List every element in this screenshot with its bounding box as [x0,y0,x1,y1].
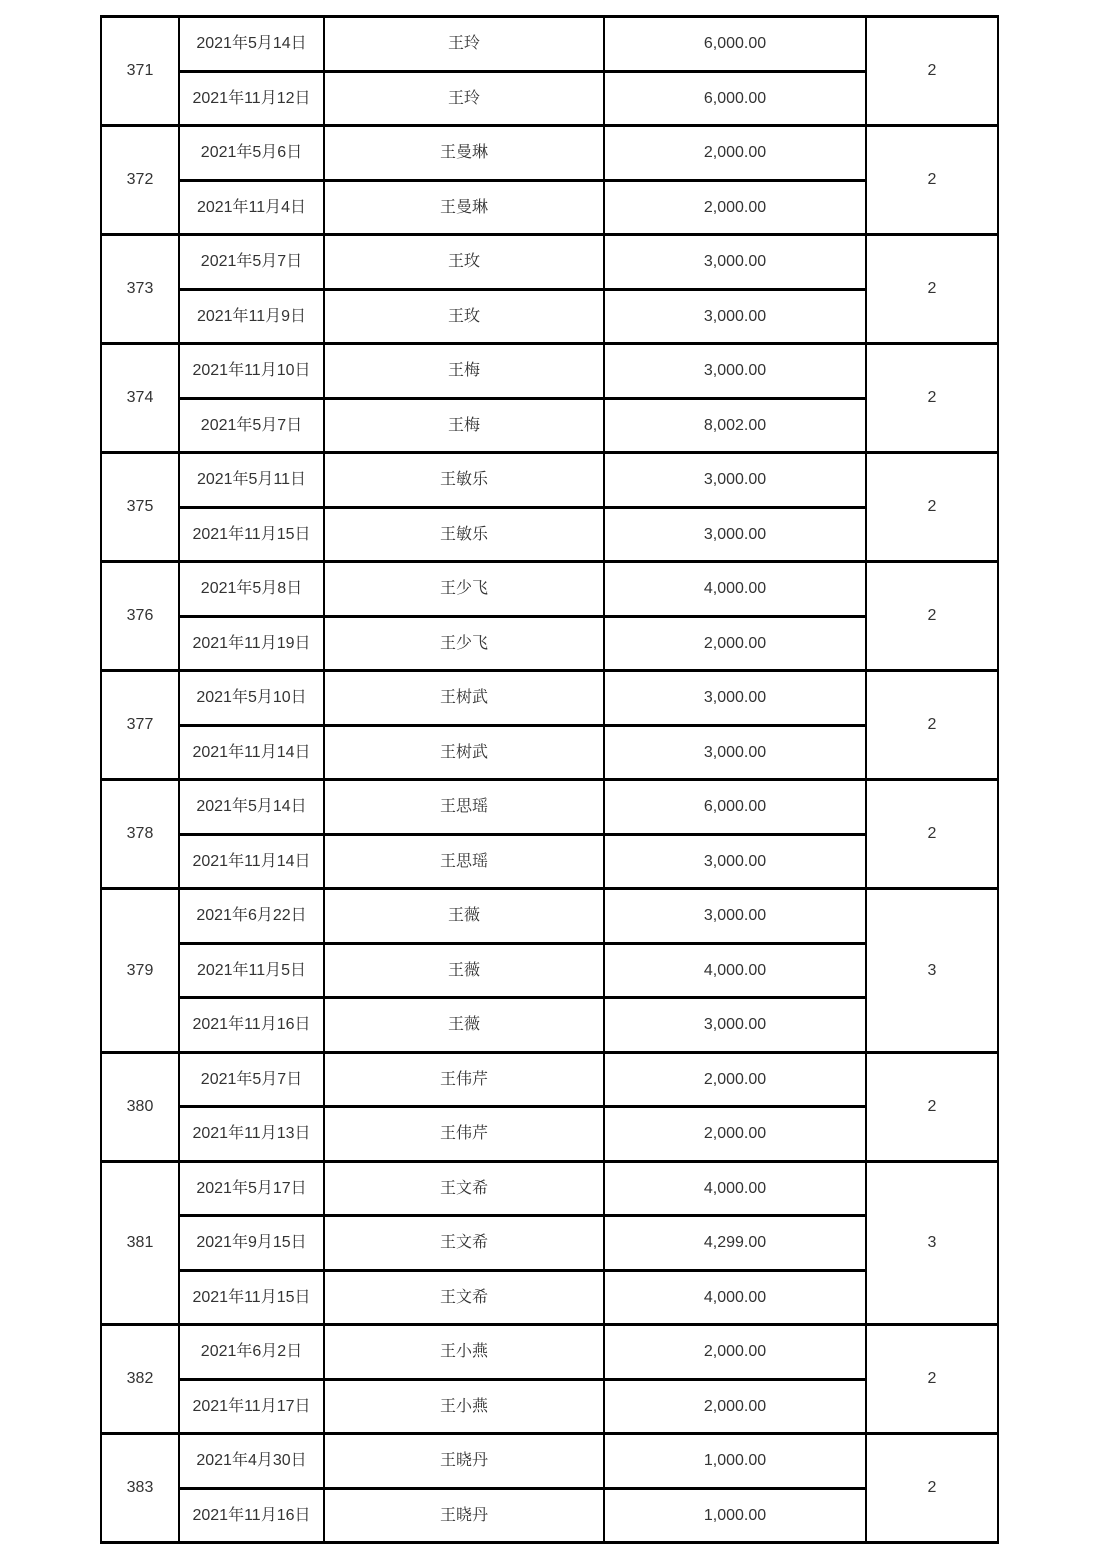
cell-name: 王思瑶 [324,834,604,889]
cell-date: 2021年11月12日 [179,71,324,126]
cell-count: 3 [866,889,998,1053]
cell-date: 2021年4月30日 [179,1434,324,1489]
cell-date: 2021年5月7日 [179,1052,324,1107]
cell-amount: 2,000.00 [604,1379,866,1434]
cell-amount: 3,000.00 [604,507,866,562]
cell-date: 2021年11月14日 [179,834,324,889]
cell-date: 2021年11月16日 [179,998,324,1053]
cell-name: 王伟芹 [324,1052,604,1107]
cell-name: 王伟芹 [324,1107,604,1162]
cell-group-index: 376 [101,562,179,671]
cell-date: 2021年6月2日 [179,1325,324,1380]
table-row [101,1379,998,1434]
cell-date: 2021年11月10日 [179,344,324,399]
cell-date: 2021年11月15日 [179,1270,324,1325]
cell-date: 2021年11月19日 [179,616,324,671]
cell-name: 王少飞 [324,562,604,617]
cell-name: 王曼琳 [324,126,604,181]
cell-count: 2 [866,1325,998,1434]
cell-name: 王文希 [324,1216,604,1271]
cell-name: 王文希 [324,1161,604,1216]
cell-date: 2021年5月7日 [179,235,324,290]
cell-amount: 2,000.00 [604,180,866,235]
table-row [101,180,998,235]
cell-group-index: 378 [101,780,179,889]
cell-amount: 4,000.00 [604,943,866,998]
cell-amount: 3,000.00 [604,725,866,780]
cell-amount: 3,000.00 [604,834,866,889]
table-row [101,725,998,780]
cell-group-index: 382 [101,1325,179,1434]
cell-amount: 6,000.00 [604,17,866,72]
cell-count: 2 [866,344,998,453]
table-row [101,1488,998,1543]
cell-amount: 3,000.00 [604,344,866,399]
table-row [101,780,998,835]
cell-date: 2021年11月14日 [179,725,324,780]
cell-date: 2021年11月17日 [179,1379,324,1434]
cell-count: 2 [866,1052,998,1161]
cell-count: 2 [866,780,998,889]
cell-date: 2021年11月13日 [179,1107,324,1162]
table-row [101,17,998,72]
cell-count: 2 [866,562,998,671]
cell-name: 王敏乐 [324,507,604,562]
cell-date: 2021年9月15日 [179,1216,324,1271]
cell-group-index: 377 [101,671,179,780]
cell-amount: 3,000.00 [604,235,866,290]
cell-name: 王思瑶 [324,780,604,835]
cell-group-index: 371 [101,17,179,126]
cell-count: 3 [866,1161,998,1325]
cell-date: 2021年11月9日 [179,289,324,344]
cell-count: 2 [866,671,998,780]
cell-name: 王薇 [324,943,604,998]
cell-count: 2 [866,1434,998,1543]
table-row [101,1325,998,1380]
cell-amount: 4,000.00 [604,1161,866,1216]
table-row [101,616,998,671]
table-row [101,1107,998,1162]
cell-name: 王小燕 [324,1325,604,1380]
cell-name: 王玲 [324,17,604,72]
cell-name: 王玫 [324,289,604,344]
cell-name: 王梅 [324,398,604,453]
cell-amount: 2,000.00 [604,1052,866,1107]
cell-name: 王薇 [324,998,604,1053]
cell-name: 王玲 [324,71,604,126]
cell-amount: 3,000.00 [604,453,866,508]
cell-date: 2021年5月17日 [179,1161,324,1216]
cell-amount: 4,000.00 [604,1270,866,1325]
cell-name: 王树武 [324,671,604,726]
cell-group-index: 373 [101,235,179,344]
cell-amount: 2,000.00 [604,616,866,671]
table-row [101,71,998,126]
table-row [101,453,998,508]
cell-group-index: 381 [101,1161,179,1325]
table-row [101,1161,998,1216]
cell-name: 王敏乐 [324,453,604,508]
cell-name: 王曼琳 [324,180,604,235]
cell-amount: 2,000.00 [604,1325,866,1380]
cell-name: 王晓丹 [324,1434,604,1489]
cell-date: 2021年5月11日 [179,453,324,508]
table-row [101,562,998,617]
cell-group-index: 379 [101,889,179,1053]
cell-name: 王少飞 [324,616,604,671]
cell-amount: 3,000.00 [604,889,866,944]
table-body [101,17,998,1543]
cell-name: 王薇 [324,889,604,944]
cell-date: 2021年5月7日 [179,398,324,453]
cell-amount: 6,000.00 [604,71,866,126]
cell-date: 2021年6月22日 [179,889,324,944]
cell-group-index: 383 [101,1434,179,1543]
table-row [101,1270,998,1325]
cell-count: 2 [866,126,998,235]
table-row [101,344,998,399]
table-row [101,1434,998,1489]
table-row [101,998,998,1053]
table-row [101,289,998,344]
table-row [101,126,998,181]
cell-amount: 8,002.00 [604,398,866,453]
cell-date: 2021年11月15日 [179,507,324,562]
cell-date: 2021年5月8日 [179,562,324,617]
cell-name: 王玫 [324,235,604,290]
table-row [101,671,998,726]
cell-date: 2021年11月4日 [179,180,324,235]
cell-amount: 3,000.00 [604,671,866,726]
cell-amount: 4,000.00 [604,562,866,617]
cell-date: 2021年11月5日 [179,943,324,998]
table-row [101,507,998,562]
cell-count: 2 [866,453,998,562]
cell-count: 2 [866,17,998,126]
cell-group-index: 375 [101,453,179,562]
cell-name: 王梅 [324,344,604,399]
cell-amount: 6,000.00 [604,780,866,835]
cell-amount: 2,000.00 [604,1107,866,1162]
cell-group-index: 374 [101,344,179,453]
cell-date: 2021年5月14日 [179,17,324,72]
cell-name: 王文希 [324,1270,604,1325]
table-row [101,943,998,998]
cell-group-index: 380 [101,1052,179,1161]
table-row [101,398,998,453]
payment-records-table [100,15,999,1544]
table-row [101,1052,998,1107]
cell-amount: 4,299.00 [604,1216,866,1271]
cell-date: 2021年5月14日 [179,780,324,835]
cell-count: 2 [866,235,998,344]
cell-amount: 3,000.00 [604,998,866,1053]
table-row [101,889,998,944]
cell-date: 2021年5月6日 [179,126,324,181]
cell-amount: 2,000.00 [604,126,866,181]
cell-date: 2021年5月10日 [179,671,324,726]
cell-name: 王树武 [324,725,604,780]
cell-name: 王晓丹 [324,1488,604,1543]
cell-group-index: 372 [101,126,179,235]
cell-amount: 1,000.00 [604,1488,866,1543]
table-row [101,834,998,889]
cell-date: 2021年11月16日 [179,1488,324,1543]
table-row [101,1216,998,1271]
cell-amount: 1,000.00 [604,1434,866,1489]
cell-amount: 3,000.00 [604,289,866,344]
cell-name: 王小燕 [324,1379,604,1434]
table-row [101,235,998,290]
